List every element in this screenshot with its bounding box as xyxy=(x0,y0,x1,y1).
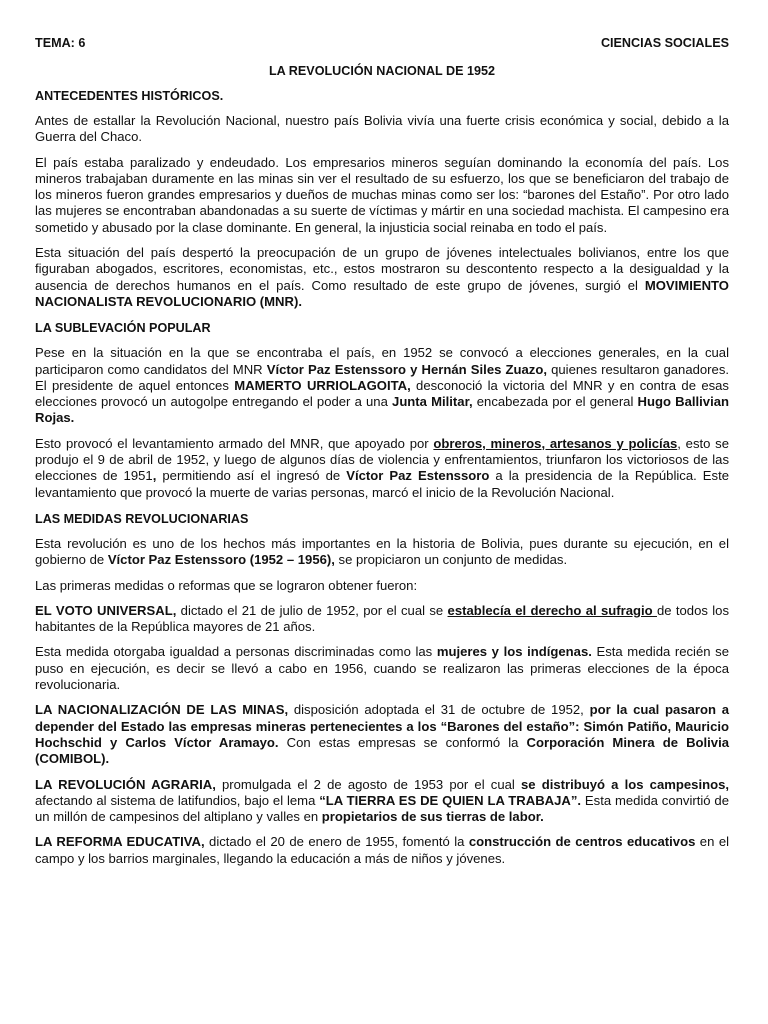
paragraph-voto-universal xyxy=(35,603,729,636)
bold-text: construcción de centros educativos xyxy=(468,834,696,850)
section-heading-medidas: LAS MEDIDAS REVOLUCIONARIAS xyxy=(35,511,249,526)
bold-text: MAMERTO URRIOLAGOITA, xyxy=(234,377,411,393)
text-run: encabezada por el general xyxy=(472,394,638,410)
paragraph-reforma-educativa xyxy=(35,834,729,867)
text-run: Esta medida recién se puso en ejecución, es decir se llevó a cabo en 1956, cuando se realizaron las primeras elecciones de la época revolucionaria. xyxy=(35,644,729,693)
text-run: dictado el 20 de enero de 1955, fomentó la xyxy=(204,834,469,850)
paragraph xyxy=(35,436,729,501)
text-run: en el campo y los barrios marginales, llegando la educación a más de niños y jóvenes. xyxy=(35,834,730,866)
paragraph: Las primeras medidas o reformas que se lograron obtener fueron: xyxy=(35,577,418,593)
text-run: disposición adoptada el 31 de octubre de 1952, xyxy=(288,702,590,718)
text-run: desconoció la victoria del MNR y en contra de esas elecciones provocó un autogolpe entregando el poder a una xyxy=(35,377,729,410)
text-run: Esta medida convirtió de un millón de campesinos del altiplano y valles en xyxy=(35,792,729,825)
section-heading-sublevacion: LA SUBLEVACIÓN POPULAR xyxy=(35,321,211,336)
bold-text: Hugo Ballivian Rojas. xyxy=(35,394,729,426)
bold-text: LA REVOLUCIÓN AGRARIA, xyxy=(35,776,216,792)
paragraph xyxy=(35,536,729,569)
text-run: Esta revolución es uno de los hechos más importantes en la historia de Bolivia, pues durante su ejecución, en el gobierno de xyxy=(35,535,729,568)
bold-text: Víctor Paz Estenssoro (1952 – 1956), xyxy=(107,552,335,568)
text-run: se propiciaron un conjunto de medidas. xyxy=(334,552,568,568)
text-run: , esto se produjo el 9 de abril de 1952, y luego de algunos días de violencia y enfrentamientos, triunfaron los victoriosos de las elecciones de 1951 xyxy=(35,435,729,484)
bold-text: , xyxy=(152,468,157,484)
text-run: quienes resultaron ganadores. El presidente de aquel entonces xyxy=(35,361,730,393)
subject-label: CIENCIAS SOCIALES xyxy=(600,36,729,50)
text-run: a la presidencia de la República. Este levantamiento que provocó la muerte de varias personas, marcó el inicio de la Revolución Nacional. xyxy=(35,468,729,500)
bold-text: LA NACIONALIZACIÓN DE LAS MINAS, xyxy=(35,702,289,718)
bold-underlined-text: obreros, mineros, artesanos y policías xyxy=(433,435,678,451)
paragraph-revolucion-agraria xyxy=(35,777,729,826)
bold-text: “LA TIERRA ES DE QUIEN LA TRABAJA”. xyxy=(319,792,582,808)
bold-text: EL VOTO UNIVERSAL, xyxy=(35,602,177,618)
bold-text: por la cual pasaron a depender del Estado las empresas mineras pertenecientes a los “Barones del estaño”: Simón Patiño, Mauricio Hochschid y Carlos Víctor Aramayo. xyxy=(35,702,730,750)
text-run: Esto provocó el levantamiento armado del MNR, que apoyado por xyxy=(35,435,434,451)
text-run: Esta medida otorgaba igualdad a personas discriminadas como las xyxy=(35,644,437,660)
document-page xyxy=(35,36,729,867)
paragraph-nacionalizacion-minas xyxy=(35,702,729,767)
topic-label: TEMA: 6 xyxy=(35,36,86,50)
text-run: permitiendo así el ingresó de xyxy=(156,468,347,484)
bold-text: LA REFORMA EDUCATIVA, xyxy=(35,834,205,850)
bold-underlined-text: establecía el derecho al sufragio xyxy=(447,602,657,618)
paragraph xyxy=(35,245,729,310)
text-run: de todos los habitantes de la República mayores de 21 años. xyxy=(35,602,729,635)
document-title: LA REVOLUCIÓN NACIONAL DE 1952 xyxy=(268,64,496,78)
paragraph: Antes de estallar la Revolución Nacional, nuestro país Bolivia vivía una fuerte crisis económica y social, debido a la Guerra del Chaco. xyxy=(35,113,729,145)
bold-text: Víctor Paz Estenssoro xyxy=(346,468,490,484)
text-run: Con estas empresas se conformó la xyxy=(278,734,527,750)
bold-text: propietarios de sus tierras de labor. xyxy=(321,809,544,825)
bold-text: se distribuyó a los campesinos, xyxy=(520,776,729,792)
text-run: promulgada el 2 de agosto de 1953 por el cual xyxy=(215,776,521,792)
text-run: afectando al sistema de latifundios, bajo el lema xyxy=(35,792,320,808)
text-run: Pese en la situación en la que se encontraba el país, en 1952 se convocó a elecciones generales, en la cual participaron como candidatos del MNR xyxy=(35,345,729,377)
page-header xyxy=(35,36,729,51)
text-run: dictado el 21 de julio de 1952, por el cual se xyxy=(176,602,448,618)
bold-text: Corporación Minera de Bolivia (COMIBOL). xyxy=(35,734,729,767)
paragraph xyxy=(35,644,729,693)
bold-text: MOVIMIENTO NACIONALISTA REVOLUCIONARIO (MNR). xyxy=(35,277,729,309)
paragraph: El país estaba paralizado y endeudado. Los empresarios mineros seguían dominando la economía del país. Los mineros trabajaban duramente en las minas sin ver el resultado de su esfuerzo, los que se beneficiaron del trabajo de los mineros fueron grandes empresarios y dueños de muchas minas como ser los: “barones del Estaño”. Por otro lado las mujeres se encontraban abandonadas a su suerte de víctimas y mártir en una sociedad machista. El campesino era sometido y abusado por la clase dominante. En general, la injusticia social reinaba en todo el país. xyxy=(35,154,729,235)
bold-text: Víctor Paz Estenssoro y Hernán Siles Zuazo, xyxy=(266,361,547,377)
paragraph xyxy=(35,345,729,426)
bold-text: mujeres y los indígenas. xyxy=(436,644,592,660)
bold-text: Junta Militar, xyxy=(392,394,473,410)
section-heading-antecedentes: ANTECEDENTES HISTÓRICOS. xyxy=(35,89,224,103)
text-run: Esta situación del país despertó la preocupación de un grupo de jóvenes intelectuales bolivianos, entre los que figuraban abogados, escritores, economistas, etc., estos mostraron su descontento respecto a la desigualdad y la ausencia de derechos humanos en el país. Como resultado de este grupo de jóvenes, surgió el xyxy=(35,245,729,293)
